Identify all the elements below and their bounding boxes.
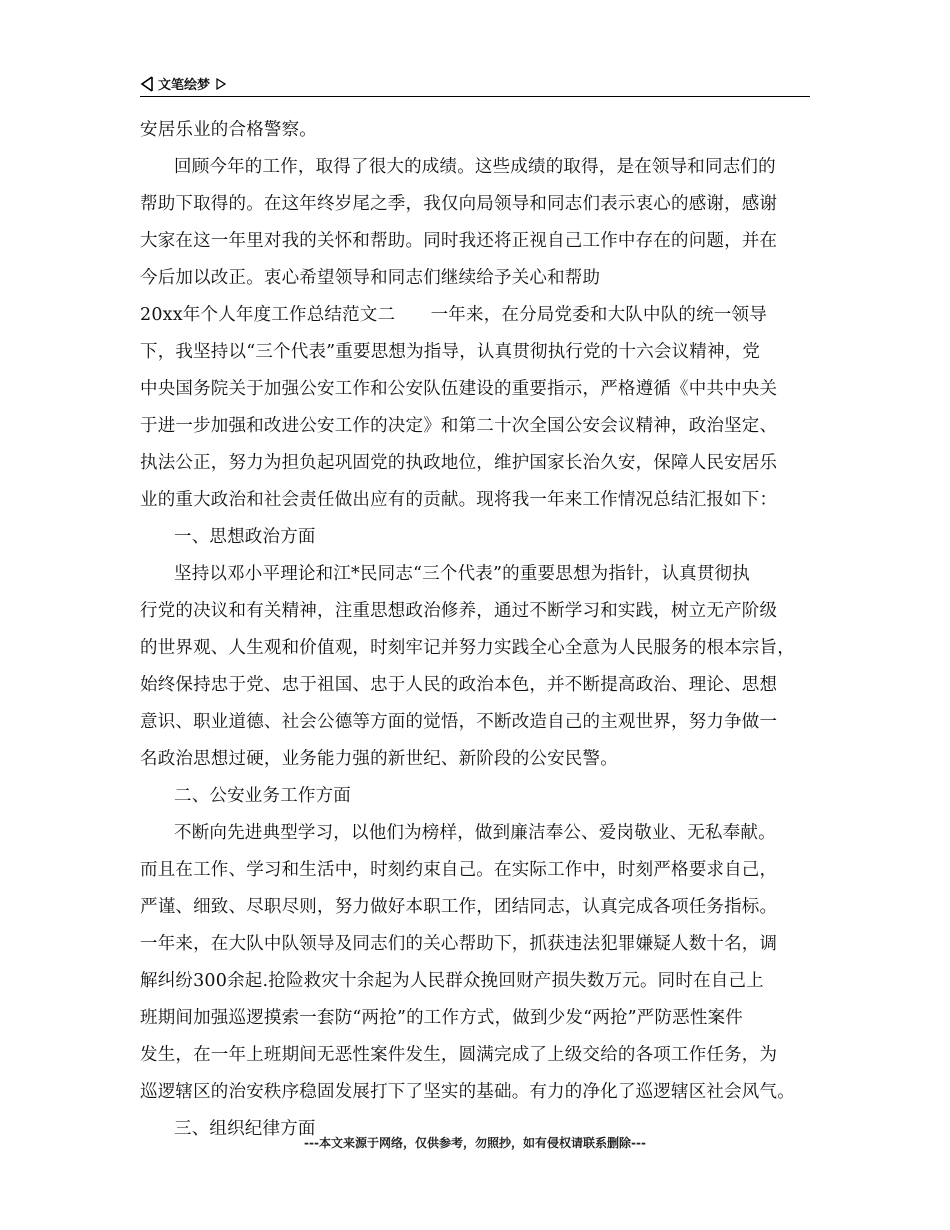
body-line: 名政治思想过硬，业务能力强的新世纪、新阶段的公安民警。 [140,749,618,769]
footer-disclaimer: ---本文来源于网络，仅供参考，勿照抄，如有侵权请联系删除--- [304,1136,646,1150]
body-line: 的世界观、人生观和价值观，时刻牢记并努力实践全心全意为人民服务的根本宗旨， [140,638,795,658]
body-line: 一年来，在大队中队领导及同志们的关心帮助下，抓获违法犯罪嫌疑人数十名，调 [140,934,778,954]
body-line: 于进一步加强和改进公安工作的决定》和第二十次全国公安会议精神，政治坚定、 [140,416,778,436]
body-line: 行党的决议和有关精神，注重思想政治修养，通过不断学习和实践，树立无产阶级 [140,601,778,621]
triangle-left-icon [140,76,154,92]
document-body [140,112,830,1148]
body-line: 大家在这一年里对我的关怀和帮助。同时我还将正视自己工作中存在的问题，并在 [140,231,778,251]
body-line: 不断向先进典型学习，以他们为榜样，做到廉洁奉公、爱岗敬业、无私奉献。 [174,823,776,843]
brand-text: 文笔绘梦 [158,78,211,93]
body-line: 回顾今年的工作，取得了很大的成绩。这些成绩的取得，是在领导和同志们的 [174,157,776,177]
body-line: 下，我坚持以“三个代表”重要思想为指导，认真贯彻执行党的十六会议精神，党 [140,342,761,362]
body-line: 执法公正，努力为担负起巩固党的执政地位，维护国家长治久安，保障人民安居乐 [140,453,778,473]
brand [140,74,226,93]
body-line: 班期间加强巡逻摸索一套防“两抢”的工作方式，做到少发“两抢”严防恶性案件 [140,1008,743,1028]
body-line: 二、公安业务工作方面 [174,786,351,806]
body-line: 中央国务院关于加强公安工作和公安队伍建设的重要指示，严格遵循《中共中央关 [140,379,778,399]
body-line: 一、思想政治方面 [174,527,316,547]
body-line: 安居乐业的合格警察。 [140,120,317,140]
body-line: 三、组织纪律方面 [174,1119,316,1139]
body-line: 帮助下取得的。在这年终岁尾之季，我仅向局领导和同志们表示衷心的感谢，感谢 [140,194,778,214]
body-line: 今后加以改正。衷心希望领导和同志们继续给予关心和帮助 [140,268,601,288]
body-line: 20xx年个人年度工作总结范文二 一年来，在分局党委和大队中队的统一领导 [140,305,767,325]
body-line: 发生，在一年上班期间无恶性案件发生，圆满完成了上级交给的各项工作任务，为 [140,1045,778,1065]
page-header [140,72,810,97]
body-line: 而且在工作、学习和生活中，时刻约束自己。在实际工作中，时刻严格要求自己， [140,860,778,880]
triangle-right-icon [216,78,226,90]
body-line: 严谨、细致、尽职尽则，努力做好本职工作，团结同志，认真完成各项任务指标。 [140,897,778,917]
body-line: 始终保持忠于党、忠于祖国、忠于人民的政治本色，并不断提高政治、理论、思想 [140,675,778,695]
body-line: 巡逻辖区的治安秩序稳固发展打下了坚实的基础。有力的净化了巡逻辖区社会风气。 [140,1082,795,1102]
body-line: 意识、职业道德、社会公德等方面的觉悟，不断改造自己的主观世界，努力争做一 [140,712,778,732]
body-line: 解纠纷300余起.抢险救灾十余起为人民群众挽回财产损失数万元。同时在自己上 [140,971,764,991]
body-line: 业的重大政治和社会责任做出应有的贡献。现将我一年来工作情况总结汇报如下： [140,490,778,510]
body-line: 坚持以邓小平理论和江*民同志“三个代表”的重要思想为指针，认真贯彻执 [174,564,750,584]
